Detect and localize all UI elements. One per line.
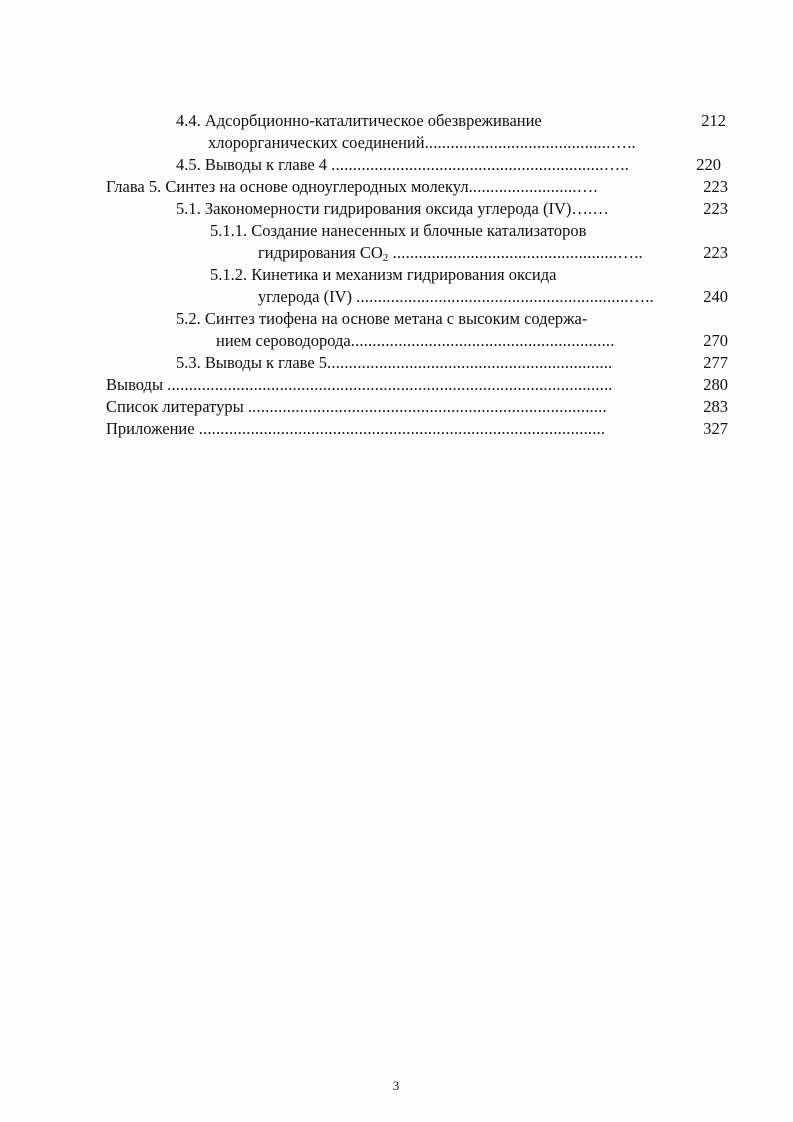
toc-entry-title: 5.3. Выводы к главе 5.................................................................. <box>176 353 613 372</box>
toc-entry-5-1 <box>0 198 793 220</box>
toc-references <box>0 396 793 418</box>
toc-entry-5-2 <box>0 308 793 330</box>
toc-entry-4-5 <box>0 154 793 176</box>
toc-entry-page: 270 <box>703 331 728 350</box>
toc-entry-title: Приложение .............................................................................................. <box>106 419 606 438</box>
leader-dots: ....................................................................................................... <box>167 375 613 394</box>
toc-entry-4-4 <box>0 110 793 132</box>
toc-entry-title: 5.1.2. Кинетика и механизм гидрирования оксида <box>210 265 557 284</box>
toc-entry-title: Глава 5. Синтез на основе одноуглеродных молекул.........................…. <box>106 177 598 196</box>
toc-entry-title: хлорорганических соединений...........................................….. <box>208 133 636 152</box>
page-number: 3 <box>392 1078 400 1093</box>
toc-entry-title: 5.1.1. Создание нанесенных и блочные катализаторов <box>210 221 587 240</box>
toc-entry-5-1-2 <box>0 264 793 286</box>
leader-dots: ...............................................................….. <box>356 287 654 306</box>
leader-dots: ................................................................................... <box>247 397 607 416</box>
toc-entry-title: 4.4. Адсорбционно-каталитическое обезвреживание <box>176 111 542 130</box>
leader-dots: ….… <box>571 199 610 218</box>
toc-entry-title: Список литературы ................................................................................... <box>106 397 607 416</box>
toc-entry-page: 223 <box>703 243 728 262</box>
leader-dots: .................................................................. <box>327 353 613 372</box>
toc-entry-5-1-1-continued <box>0 242 793 264</box>
toc-entry-5-3 <box>0 352 793 374</box>
toc-entry-title: 5.2. Синтез тиофена на основе метана с высоким содержа- <box>176 309 588 328</box>
leader-dots: ...........................................….. <box>424 133 636 152</box>
leader-dots: .........................…. <box>468 177 598 196</box>
toc-entry-title: нием сероводорода............................................................. <box>216 331 615 350</box>
toc-entry-5-1-1 <box>0 220 793 242</box>
toc-appendix <box>0 418 793 440</box>
leader-dots: ....................................................….. <box>388 243 643 262</box>
toc-entry-page: 212 <box>701 111 726 130</box>
toc-entry-page: 280 <box>703 375 728 394</box>
toc-entry-page: 223 <box>703 199 728 218</box>
leader-dots: ...............................................................….. <box>331 155 629 174</box>
toc-entry-5-1-2-continued <box>0 286 793 308</box>
toc-conclusions <box>0 374 793 396</box>
toc-entry-page: 240 <box>703 287 728 306</box>
leader-dots: ............................................................. <box>350 331 615 350</box>
toc-entry-title: гидрирования $CO_2$ ....................................................….. <box>258 243 643 264</box>
toc-entry-page: 220 <box>696 155 721 174</box>
toc-entry-5-2-continued <box>0 330 793 352</box>
toc-entry-title: 4.5. Выводы к главе 4 ...............................................................….. <box>176 155 629 174</box>
toc-entry-4-4-continued <box>0 132 793 154</box>
toc-entry-page: 327 <box>703 419 728 438</box>
leader-dots: .............................................................................................. <box>198 419 606 438</box>
toc-chapter-5 <box>0 176 793 198</box>
toc-entry-title: Выводы ....................................................................................................... <box>106 375 613 394</box>
toc-entry-title: углерода (IV) ...............................................................….. <box>258 287 654 306</box>
toc-entry-page: 277 <box>703 353 728 372</box>
toc-entry-title: 5.1. Закономерности гидрирования оксида углерода (IV)….… <box>176 199 610 218</box>
toc-entry-page: 223 <box>703 177 728 196</box>
toc-entry-page: 283 <box>703 397 728 416</box>
